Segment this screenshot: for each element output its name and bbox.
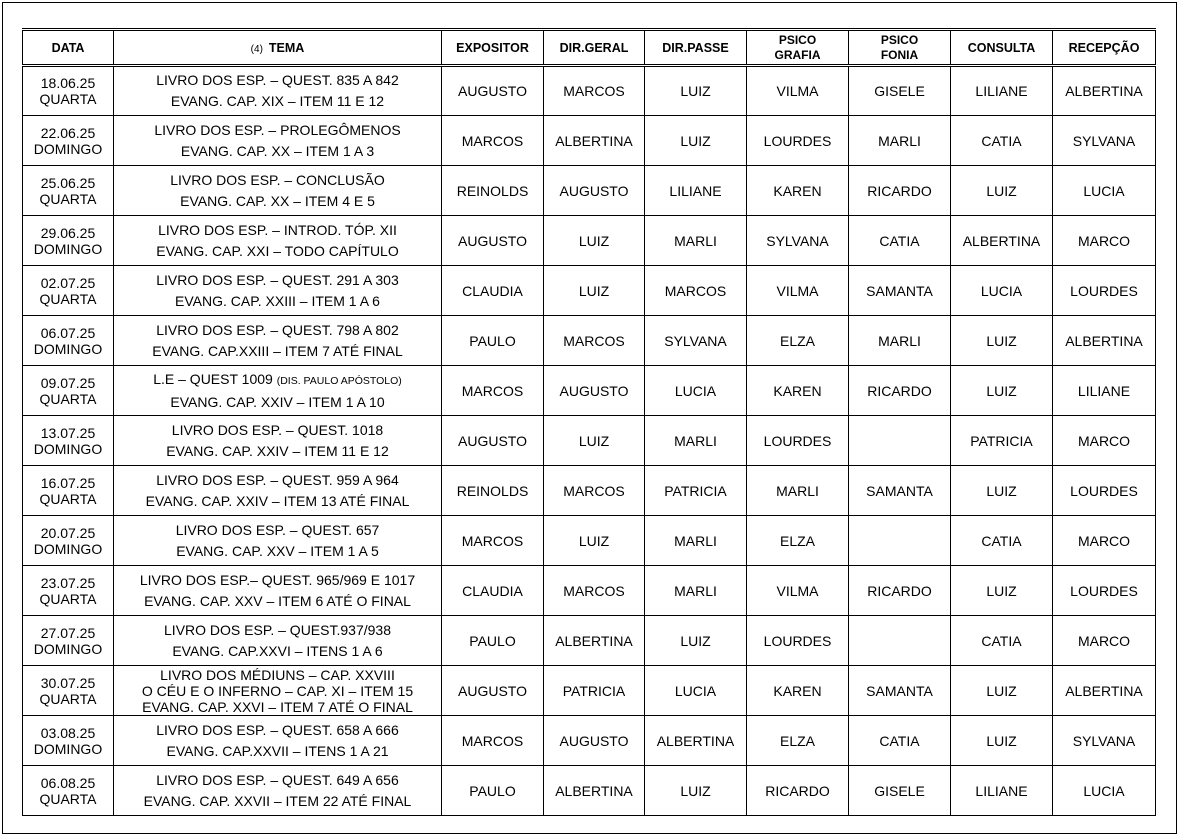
cell-consulta: LUIZ (951, 366, 1053, 416)
cell-consulta: LUIZ (951, 316, 1053, 366)
weekday: DOMINGO (33, 540, 103, 557)
cell-dir-passe: LUIZ (645, 766, 747, 816)
header-consulta: CONSULTA (951, 30, 1053, 66)
tema-line-text: LIVRO DOS ESP. – QUEST.937/938 (164, 621, 391, 638)
cell-recepcao: LOURDES (1053, 566, 1156, 616)
table-row (23, 466, 1156, 516)
cell-dir-geral: LUIZ (544, 266, 645, 316)
cell-date (23, 416, 114, 466)
cell-tema (114, 266, 442, 316)
tema-line: EVANG. CAP. XXV – ITEM 1 A 5 (176, 542, 379, 559)
cell-dir-passe: MARCOS (645, 266, 747, 316)
cell-psicofonia: RICARDO (849, 566, 951, 616)
cell-expositor: AUGUSTO (442, 216, 544, 266)
tema-line-text: LIVRO DOS ESP. – CONCLUSÃO (170, 171, 385, 188)
tema-line-text: LIVRO DOS ESP. – QUEST. 1018 (171, 421, 384, 438)
cell-recepcao: SYLVANA (1053, 716, 1156, 766)
tema-line: EVANG. CAP. XXI – TODO CAPÍTULO (156, 242, 399, 259)
tema-line-text: LIVRO DOS ESP. – QUEST. 658 A 666 (156, 721, 399, 738)
tema-line (114, 667, 441, 683)
table-row (23, 516, 1156, 566)
cell-tema (114, 366, 442, 416)
tema-line-text: LIVRO DOS ESP.– QUEST. 965/969 E 1017 (139, 571, 416, 588)
date-value: 13.07.25 (40, 424, 96, 441)
date-value: 09.07.25 (40, 374, 96, 391)
cell-expositor: PAULO (442, 316, 544, 366)
header-tema: (4) TEMA (114, 30, 442, 66)
cell-dir-passe: LUIZ (645, 616, 747, 666)
table-row (23, 166, 1156, 216)
cell-tema (114, 316, 442, 366)
cell-dir-geral: LUIZ (544, 516, 645, 566)
cell-recepcao: MARCO (1053, 616, 1156, 666)
table-row (23, 766, 1156, 816)
tema-line (114, 320, 441, 341)
date-value: 20.07.25 (40, 524, 96, 541)
cell-expositor: MARCOS (442, 516, 544, 566)
date-value: 16.07.25 (40, 474, 96, 491)
cell-expositor: MARCOS (442, 366, 544, 416)
weekday: DOMINGO (33, 340, 103, 357)
cell-dir-geral: AUGUSTO (544, 166, 645, 216)
table-row (23, 66, 1156, 116)
cell-consulta: LUIZ (951, 716, 1053, 766)
cell-dir-geral: MARCOS (544, 66, 645, 116)
cell-consulta: CATIA (951, 516, 1053, 566)
cell-expositor: AUGUSTO (442, 666, 544, 716)
cell-tema (114, 716, 442, 766)
table-row (23, 216, 1156, 266)
cell-date (23, 66, 114, 116)
date-value: 29.06.25 (40, 224, 96, 241)
weekday: QUARTA (39, 490, 97, 507)
date-value: 22.06.25 (40, 124, 96, 141)
cell-psicofonia: CATIA (849, 716, 951, 766)
table-row (23, 316, 1156, 366)
cell-consulta: LUCIA (951, 266, 1053, 316)
weekday: QUARTA (39, 790, 97, 807)
cell-expositor: MARCOS (442, 716, 544, 766)
cell-dir-passe: MARLI (645, 216, 747, 266)
cell-consulta: ALBERTINA (951, 216, 1053, 266)
header-recepcao: RECEPÇÃO (1053, 30, 1156, 66)
tema-line-text: LIVRO DOS ESP. – QUEST. 657 (175, 521, 380, 538)
cell-recepcao: LUCIA (1053, 166, 1156, 216)
cell-psicografia: KAREN (747, 366, 849, 416)
cell-dir-passe: LUIZ (645, 116, 747, 166)
table-row (23, 566, 1156, 616)
weekday: QUARTA (39, 390, 97, 407)
cell-psicografia: KAREN (747, 166, 849, 216)
tema-line: EVANG. CAP.XXVII – ITENS 1 A 21 (166, 742, 389, 759)
cell-psicografia: LOURDES (747, 616, 849, 666)
header-dir-passe: DIR.PASSE (645, 30, 747, 66)
header-row (23, 30, 1156, 66)
tema-line: EVANG. CAP. XXVI – ITEM 7 ATÉ O FINAL (142, 698, 413, 715)
cell-consulta: LILIANE (951, 66, 1053, 116)
cell-tema (114, 516, 442, 566)
date-value: 06.07.25 (40, 324, 96, 341)
tema-line: EVANG. CAP. XXV – ITEM 6 ATÉ O FINAL (144, 592, 411, 609)
tema-line (114, 220, 441, 241)
cell-dir-geral: ALBERTINA (544, 116, 645, 166)
cell-tema (114, 766, 442, 816)
tema-line-text: LIVRO DOS ESP. – QUEST. 959 A 964 (156, 471, 399, 488)
cell-tema (114, 466, 442, 516)
cell-recepcao: LUCIA (1053, 766, 1156, 816)
cell-date (23, 116, 114, 166)
tema-line-text: LIVRO DOS MÉDIUNS – CAP. XXVIII (160, 666, 395, 683)
cell-dir-passe: SYLVANA (645, 316, 747, 366)
cell-expositor: REINOLDS (442, 466, 544, 516)
cell-recepcao: LOURDES (1053, 266, 1156, 316)
cell-date (23, 166, 114, 216)
tema-line-text: L.E – QUEST 1009 (153, 370, 277, 387)
tema-line: EVANG. CAP. XXIV – ITEM 13 ATÉ FINAL (145, 492, 410, 509)
cell-dir-geral: LUIZ (544, 416, 645, 466)
tema-line (114, 270, 441, 291)
tema-line: EVANG. CAP. XXIV – ITEM 11 E 12 (166, 442, 389, 459)
cell-recepcao: LILIANE (1053, 366, 1156, 416)
weekday: DOMINGO (33, 440, 103, 457)
cell-dir-passe: MARLI (645, 516, 747, 566)
tema-line-text: LIVRO DOS ESP. – QUEST. 835 A 842 (156, 72, 399, 88)
cell-dir-passe: LUCIA (645, 366, 747, 416)
cell-consulta: LUIZ (951, 166, 1053, 216)
tema-line (114, 70, 441, 91)
tema-note: (DIS. PAULO APÓSTOLO) (276, 374, 402, 387)
cell-dir-geral: LUIZ (544, 216, 645, 266)
cell-psicografia: VILMA (747, 266, 849, 316)
weekday: DOMINGO (33, 140, 103, 157)
date-value: 30.07.25 (40, 674, 96, 691)
cell-psicografia: RICARDO (747, 766, 849, 816)
cell-psicografia: LOURDES (747, 116, 849, 166)
tema-line (114, 470, 441, 491)
cell-dir-geral: ALBERTINA (544, 616, 645, 666)
cell-psicografia: ELZA (747, 516, 849, 566)
cell-psicografia: ELZA (747, 316, 849, 366)
cell-tema (114, 116, 442, 166)
cell-expositor: CLAUDIA (442, 266, 544, 316)
cell-expositor: PAULO (442, 766, 544, 816)
cell-date (23, 216, 114, 266)
tema-line (114, 770, 441, 791)
tema-line: EVANG. CAP. XIX – ITEM 11 E 12 (170, 93, 385, 109)
cell-expositor: PAULO (442, 616, 544, 666)
cell-recepcao: ALBERTINA (1053, 66, 1156, 116)
header-psicofonia: PSICO FONIA (849, 30, 951, 66)
cell-date (23, 766, 114, 816)
cell-consulta: CATIA (951, 616, 1053, 666)
tema-line (114, 620, 441, 641)
cell-recepcao: ALBERTINA (1053, 316, 1156, 366)
cell-psicofonia (849, 616, 951, 666)
cell-psicofonia: GISELE (849, 66, 951, 116)
cell-psicofonia (849, 516, 951, 566)
cell-dir-geral: AUGUSTO (544, 716, 645, 766)
cell-psicografia: LOURDES (747, 416, 849, 466)
tema-line-text: LIVRO DOS ESP. – QUEST. 649 A 656 (156, 771, 399, 788)
cell-psicografia: VILMA (747, 566, 849, 616)
cell-date (23, 616, 114, 666)
weekday: QUARTA (39, 590, 97, 607)
cell-consulta: CATIA (951, 116, 1053, 166)
cell-date (23, 666, 114, 716)
cell-dir-passe: LUIZ (645, 66, 747, 116)
cell-dir-geral: MARCOS (544, 566, 645, 616)
tema-line (114, 720, 441, 741)
tema-line (114, 520, 441, 541)
cell-psicofonia: SAMANTA (849, 666, 951, 716)
cell-consulta: LUIZ (951, 466, 1053, 516)
header-dir-geral: DIR.GERAL (544, 30, 645, 66)
cell-psicofonia: SAMANTA (849, 266, 951, 316)
cell-dir-passe: LILIANE (645, 166, 747, 216)
cell-dir-geral: MARCOS (544, 316, 645, 366)
cell-dir-passe: PATRICIA (645, 466, 747, 516)
date-value: 25.06.25 (40, 174, 96, 191)
date-value: 27.07.25 (40, 624, 96, 641)
cell-psicofonia (849, 416, 951, 466)
tema-line (114, 420, 441, 441)
cell-tema (114, 666, 442, 716)
tema-line (114, 570, 441, 591)
cell-tema (114, 416, 442, 466)
table-row (23, 366, 1156, 416)
cell-dir-geral: AUGUSTO (544, 366, 645, 416)
tema-line-text: LIVRO DOS ESP. – PROLEGÔMENOS (154, 121, 401, 138)
cell-recepcao: LOURDES (1053, 466, 1156, 516)
cell-date (23, 266, 114, 316)
tema-line: EVANG. CAP. XXIII – ITEM 1 A 6 (175, 292, 380, 309)
cell-psicofonia: RICARDO (849, 166, 951, 216)
tema-line: EVANG. CAP. XXVII – ITEM 22 ATÉ FINAL (143, 792, 412, 809)
tema-line: EVANG. CAP. XX – ITEM 4 E 5 (180, 192, 375, 209)
tema-line: EVANG. CAP.XXIII – ITEM 7 ATÉ FINAL (152, 342, 403, 359)
weekday: QUARTA (39, 290, 97, 307)
cell-expositor: MARCOS (442, 116, 544, 166)
table-row (23, 616, 1156, 666)
tema-line: EVANG. CAP. XXIV – ITEM 1 A 10 (170, 393, 385, 410)
cell-date (23, 716, 114, 766)
cell-psicografia: MARLI (747, 466, 849, 516)
tema-line-text: LIVRO DOS ESP. – QUEST. 291 A 303 (156, 271, 399, 288)
tema-line (114, 170, 441, 191)
cell-dir-passe: MARLI (645, 566, 747, 616)
cell-consulta: LILIANE (951, 766, 1053, 816)
cell-recepcao: MARCO (1053, 216, 1156, 266)
cell-dir-passe: MARLI (645, 416, 747, 466)
date-value: 02.07.25 (40, 274, 96, 291)
cell-psicografia: KAREN (747, 666, 849, 716)
cell-recepcao: ALBERTINA (1053, 666, 1156, 716)
cell-tema (114, 66, 442, 116)
tema-line: EVANG. CAP.XXVI – ITENS 1 A 6 (172, 642, 383, 659)
weekday: QUARTA (39, 91, 97, 107)
table-row (23, 116, 1156, 166)
cell-date (23, 316, 114, 366)
cell-recepcao: SYLVANA (1053, 116, 1156, 166)
date-value: 23.07.25 (40, 574, 96, 591)
cell-psicografia: ELZA (747, 716, 849, 766)
tema-line: O CÉU E O INFERNO – CAP. XI – ITEM 15 (141, 682, 414, 699)
weekday: DOMINGO (33, 740, 103, 757)
cell-date (23, 516, 114, 566)
date-value: 03.08.25 (40, 724, 96, 741)
header-psicografia: PSICO GRAFIA (747, 30, 849, 66)
cell-psicofonia: CATIA (849, 216, 951, 266)
header-expositor: EXPOSITOR (442, 30, 544, 66)
cell-expositor: CLAUDIA (442, 566, 544, 616)
cell-psicografia: SYLVANA (747, 216, 849, 266)
table-row (23, 416, 1156, 466)
cell-consulta: PATRICIA (951, 416, 1053, 466)
cell-date (23, 566, 114, 616)
header-data: DATA (23, 30, 114, 66)
cell-tema (114, 616, 442, 666)
tema-line-text: LIVRO DOS ESP. – INTROD. TÓP. XII (158, 221, 397, 238)
schedule-table (22, 28, 1156, 816)
cell-dir-geral: MARCOS (544, 466, 645, 516)
cell-date (23, 466, 114, 516)
weekday: DOMINGO (33, 640, 103, 657)
cell-tema (114, 166, 442, 216)
weekday: QUARTA (39, 690, 97, 707)
header-tema-note: (4) (250, 43, 263, 55)
cell-tema (114, 216, 442, 266)
cell-expositor: AUGUSTO (442, 416, 544, 466)
cell-dir-geral: PATRICIA (544, 666, 645, 716)
cell-recepcao: MARCO (1053, 516, 1156, 566)
cell-date (23, 366, 114, 416)
date-value: 06.08.25 (40, 774, 96, 791)
cell-psicofonia: MARLI (849, 316, 951, 366)
weekday: DOMINGO (33, 240, 103, 257)
cell-psicofonia: SAMANTA (849, 466, 951, 516)
cell-dir-geral: ALBERTINA (544, 766, 645, 816)
tema-line: EVANG. CAP. XX – ITEM 1 A 3 (180, 142, 375, 159)
cell-expositor: REINOLDS (442, 166, 544, 216)
tema-line-text: LIVRO DOS ESP. – QUEST. 798 A 802 (156, 321, 399, 338)
cell-psicofonia: RICARDO (849, 366, 951, 416)
cell-consulta: LUIZ (951, 666, 1053, 716)
table-row (23, 266, 1156, 316)
cell-psicografia: VILMA (747, 66, 849, 116)
tema-line (114, 120, 441, 141)
cell-dir-passe: ALBERTINA (645, 716, 747, 766)
table-row (23, 666, 1156, 716)
tema-line (114, 369, 441, 392)
cell-consulta: LUIZ (951, 566, 1053, 616)
cell-tema (114, 566, 442, 616)
cell-expositor: AUGUSTO (442, 66, 544, 116)
cell-psicofonia: GISELE (849, 766, 951, 816)
table-row (23, 716, 1156, 766)
cell-psicofonia: MARLI (849, 116, 951, 166)
cell-dir-passe: LUCIA (645, 666, 747, 716)
weekday: QUARTA (39, 190, 97, 207)
date-value: 18.06.25 (40, 75, 96, 91)
cell-recepcao: MARCO (1053, 416, 1156, 466)
